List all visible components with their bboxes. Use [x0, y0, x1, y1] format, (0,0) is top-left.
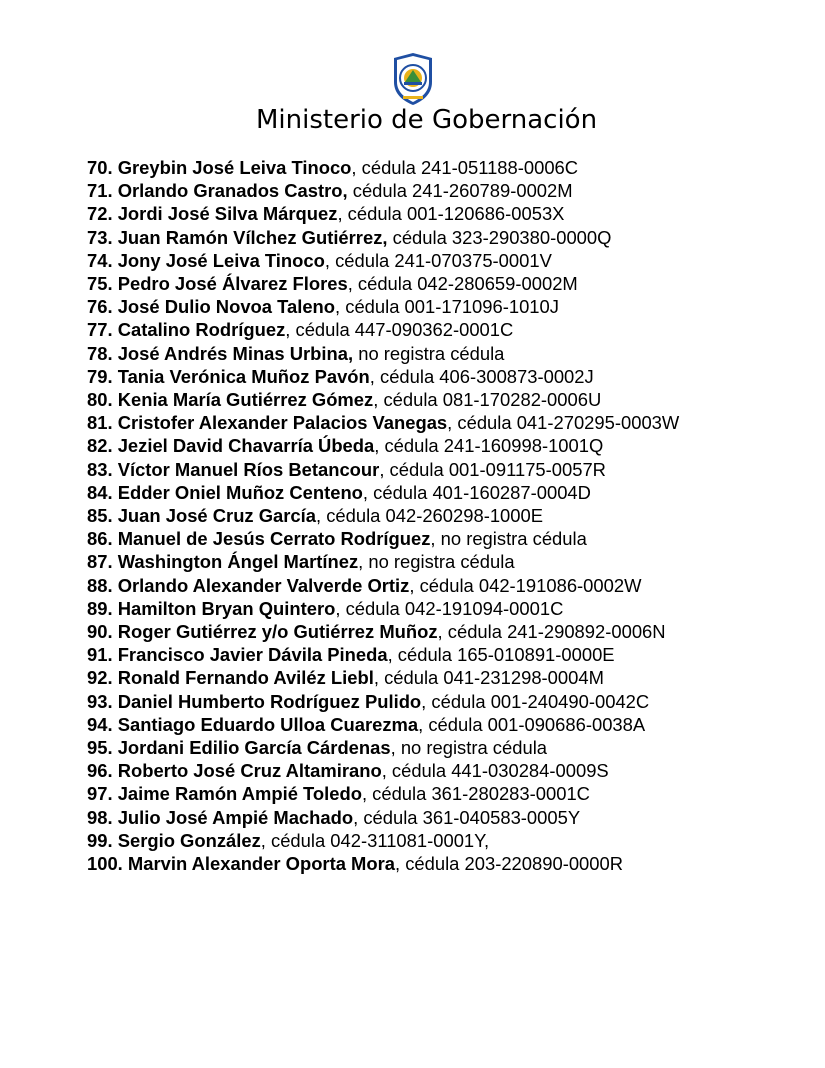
id-detail: , cédula 406-300873-0002J — [369, 365, 594, 387]
id-detail: , cédula 001-240490-0042C — [421, 690, 650, 712]
id-detail: , cédula 001-091175-0057R — [379, 458, 606, 480]
list-item — [87, 388, 679, 411]
entry-number: 72. — [87, 203, 113, 225]
person-name: Ronald Fernando Aviléz Liebl — [117, 667, 374, 689]
list-item — [87, 574, 679, 597]
person-name: José Dulio Novoa Taleno — [117, 296, 336, 318]
id-detail: , cédula 042-280659-0002M — [347, 273, 578, 295]
id-detail: , no registra cédula — [358, 551, 515, 573]
id-detail: , cédula 361-280283-0001C — [361, 783, 590, 805]
entry-number: 78. — [87, 342, 113, 364]
list-item — [87, 318, 679, 341]
id-detail: , cédula 401-160287-0004D — [362, 481, 591, 503]
list-item — [87, 713, 679, 736]
person-name: Pedro José Álvarez Flores — [117, 273, 348, 295]
entry-number: 83. — [87, 458, 113, 480]
list-item — [87, 690, 679, 713]
entry-number: 71. — [87, 180, 113, 202]
id-detail: , cédula 001-090686-0038A — [418, 713, 646, 735]
person-name: Cristofer Alexander Palacios Vanegas — [117, 412, 448, 434]
person-name: Catalino Rodríguez — [117, 319, 286, 341]
list-item — [87, 806, 679, 829]
list-item — [87, 782, 679, 805]
list-item — [87, 202, 679, 225]
id-detail: , cédula 001-120686-0053X — [337, 203, 565, 225]
entry-number: 81. — [87, 412, 118, 434]
id-detail: , cédula 041-270295-0003W — [447, 412, 680, 434]
entry-number: 92. — [87, 667, 113, 689]
entry-number: 77. — [87, 319, 113, 341]
entry-number: 93. — [87, 690, 113, 712]
id-detail: no registra cédula — [353, 342, 505, 364]
entry-number: 95. — [87, 737, 113, 759]
id-detail: , cédula 447-090362-0001C — [285, 319, 514, 341]
entry-number: 91. — [87, 644, 113, 666]
person-name: Hamilton Bryan Quintero — [117, 597, 336, 619]
list-item — [87, 759, 679, 782]
entry-number: 73. — [87, 226, 113, 248]
entry-number: 90. — [87, 621, 113, 643]
entry-number: 80. — [87, 389, 113, 411]
list-item — [87, 272, 679, 295]
ministry-seal-icon — [391, 52, 435, 106]
id-detail: , cédula 042-191086-0002W — [409, 574, 642, 596]
entry-number: 88. — [87, 574, 113, 596]
person-name: Edder Oniel Muñoz Centeno — [117, 481, 363, 503]
list-item — [87, 597, 679, 620]
id-detail: , cédula 042-260298-1000E — [316, 505, 544, 527]
entry-number: 98. — [87, 806, 113, 828]
entry-number: 86. — [87, 528, 113, 550]
person-list — [87, 156, 679, 875]
id-detail: , cédula 203-220890-0000R — [395, 853, 624, 875]
entry-number: 70. — [87, 157, 113, 178]
id-detail: , cédula 042-311081-0001Y, — [260, 829, 490, 851]
person-name: Juan José Cruz García — [117, 505, 316, 527]
person-name: Roger Gutiérrez y/o Gutiérrez Muñoz — [117, 621, 438, 643]
entry-number: 89. — [87, 597, 113, 619]
id-detail: , no registra cédula — [390, 737, 548, 759]
id-detail: , cédula 165-010891-0000E — [387, 644, 615, 666]
entry-number: 94. — [87, 713, 113, 735]
person-name: Orlando Alexander Valverde Ortiz — [117, 574, 410, 596]
entry-number: 99. — [87, 829, 113, 851]
person-name: Juan Ramón Vílchez Gutiérrez, — [117, 226, 388, 248]
id-detail: , cédula 241-290892-0006N — [437, 621, 666, 643]
person-name: Orlando Granados Castro, — [117, 180, 348, 202]
id-detail: , cédula 081-170282-0006U — [373, 389, 602, 411]
list-item — [87, 411, 679, 434]
entry-number: 76. — [87, 296, 113, 318]
person-name: Santiago Eduardo Ulloa Cuarezma — [117, 713, 419, 735]
id-detail: , cédula 001-171096-1010J — [335, 296, 559, 318]
list-item — [87, 342, 679, 365]
person-name: Jordani Edilio García Cárdenas — [117, 737, 391, 759]
id-detail: , no registra cédula — [430, 528, 587, 550]
person-name: José Andrés Minas Urbina, — [117, 342, 354, 364]
id-detail: , cédula 241-160998-1001Q — [374, 435, 604, 457]
list-item — [87, 481, 679, 504]
list-item — [87, 736, 679, 759]
entry-number: 96. — [87, 760, 113, 782]
person-name: Kenia María Gutiérrez Gómez — [117, 389, 374, 411]
entry-number: 87. — [87, 551, 113, 573]
person-name: Daniel Humberto Rodríguez Pulido — [117, 690, 422, 712]
list-item — [87, 550, 679, 573]
entry-number: 97. — [87, 783, 113, 805]
person-name: Washington Ángel Martínez — [117, 551, 359, 573]
id-detail: , cédula 041-231298-0004M — [373, 667, 604, 689]
entry-number: 82. — [87, 435, 118, 457]
list-item — [87, 527, 679, 550]
list-item — [87, 434, 679, 457]
list-item — [87, 295, 679, 318]
list-item — [87, 620, 679, 643]
list-item — [87, 643, 679, 666]
id-detail: cédula 323-290380-0000Q — [387, 226, 612, 248]
list-item — [87, 458, 679, 481]
id-detail: , cédula 241-070375-0001V — [324, 249, 552, 271]
entry-number: 85. — [87, 505, 113, 527]
entry-number: 75. — [87, 273, 113, 295]
list-item — [87, 179, 679, 202]
person-name: Manuel de Jesús Cerrato Rodríguez — [117, 528, 431, 550]
entry-number: 79. — [87, 365, 113, 387]
person-name: Tania Verónica Muñoz Pavón — [117, 365, 370, 387]
entry-number: 74. — [87, 249, 113, 271]
person-name: Jordi José Silva Márquez — [117, 203, 338, 225]
id-detail: , cédula 441-030284-0009S — [381, 760, 609, 782]
person-name: Marvin Alexander Oporta Mora — [127, 853, 395, 875]
entry-number: 84. — [87, 481, 113, 503]
person-name: Jeziel David Chavarría Úbeda — [117, 435, 375, 457]
list-item — [87, 156, 679, 179]
person-name: Francisco Javier Dávila Pineda — [117, 644, 388, 666]
list-item — [87, 226, 679, 249]
id-detail: cédula 241-260789-0002M — [347, 180, 573, 202]
entry-number: 100. — [87, 853, 123, 875]
person-name: Víctor Manuel Ríos Betancour — [117, 458, 380, 480]
person-name: Greybin José Leiva Tinoco — [117, 157, 352, 178]
ministry-title: Ministerio de Gobernación — [256, 105, 598, 135]
person-name: Julio José Ampié Machado — [117, 806, 354, 828]
document-header — [0, 52, 825, 106]
person-name: Sergio González — [117, 829, 261, 851]
id-detail: , cédula 361-040583-0005Y — [353, 806, 581, 828]
list-item — [87, 504, 679, 527]
list-item — [87, 829, 679, 852]
list-item — [87, 666, 679, 689]
id-detail: , cédula 241-051188-0006C — [351, 157, 579, 178]
person-name: Roberto José Cruz Altamirano — [117, 760, 382, 782]
list-item — [87, 852, 679, 875]
list-item — [87, 249, 679, 272]
person-name: Jony José Leiva Tinoco — [117, 249, 325, 271]
list-item — [87, 365, 679, 388]
person-name: Jaime Ramón Ampié Toledo — [117, 783, 362, 805]
id-detail: , cédula 042-191094-0001C — [335, 597, 564, 619]
